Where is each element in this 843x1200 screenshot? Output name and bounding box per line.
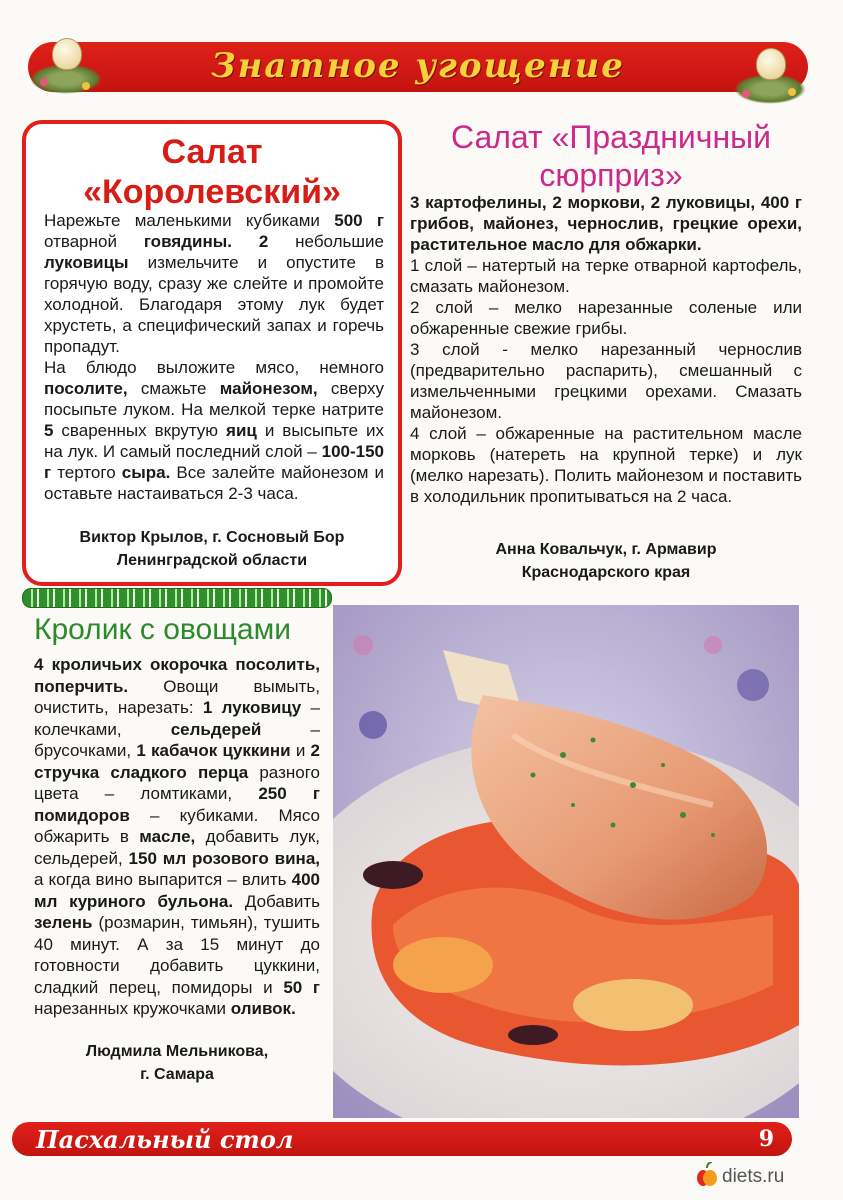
page-number: 9 [758,1126,774,1152]
recipe-text-run: Добавить [233,891,321,911]
bold-ingredient: 1 кабачок цуккини [136,741,291,760]
bold-ingredient: луковицы [44,253,129,272]
recipe-text-run: измельчите и опустите в горячую воду, сразу же слейте и промойте холодной. Благодаря этому лук будет хрустеть, а специфический запах и горечь пропадут. [44,253,384,356]
bold-ingredient: 4 кроличьих окорочка посолить, поперчить. [34,655,320,696]
bold-ingredient: 5 [44,421,54,440]
recipe-text-run: небольшие [268,232,384,251]
header-banner [28,42,808,92]
easter-egg-wreath-icon-left [30,38,102,110]
bold-ingredient: зелень [34,913,93,932]
bold-ingredient: 50 г [283,977,320,997]
recipe-holiday-step: 4 слой – обжаренные на растительном масле морковь (натереть на крупной терке) и лук (мелко нарезать). Полить майонезом и поставить в холодильник пропитываться на 2 часа. [410,424,802,506]
bold-ingredient: 150 мл розового вина, [128,848,320,868]
recipe-holiday-step: 3 слой - мелко нарезанный чернослив (предварительно распарить), смешанный с измельченными грецкими орехами. Смазать майонезом. [410,340,802,422]
recipe-royal-author-region: Ленинградской области [116,552,308,569]
bold-ingredient: 500 г [334,211,384,230]
recipe-rabbit-author-name: Людмила Мельникова, [85,1043,269,1060]
recipe-royal-salad-box [22,120,402,586]
recipe-text-run: – брусочками, [34,719,320,760]
footer-section-title: Пасхальный стол [36,1125,294,1154]
bold-ingredient: яиц [226,421,257,440]
apple-logo-icon [696,1162,718,1188]
recipe-rabbit-title: Кролик с овощами [34,613,291,646]
bold-ingredient: посолите, [44,379,128,398]
recipe-text-run: и высыпьте их на лук. И самый последний слой – [44,421,385,461]
recipe-holiday-author-name: Анна Ковальчук, г. Армавир [495,541,717,558]
recipe-royal-title [26,132,398,212]
recipe-text-run: а когда вино выпарится – влить [34,870,292,889]
recipe-holiday-text [410,192,802,507]
recipe-royal-author [26,526,398,572]
recipe-text-run: Овощи вымыть, очистить, нарезать: [34,676,320,717]
bold-ingredient: говядины. 2 [143,232,269,251]
bold-ingredient: 1 луковицу [202,698,302,717]
recipe-rabbit-author [34,1040,320,1086]
bold-ingredient: 250 г помидоров [34,784,320,825]
recipe-text-run: нарезанных кружочками [34,999,231,1018]
recipe-holiday-title [412,118,810,194]
recipe-text-run: тертого [51,463,122,482]
footer-banner [12,1122,792,1156]
recipe-text-run: разного цвета – ломтиками, [34,762,320,803]
bold-ingredient: 100-150 г [44,442,384,482]
recipe-text-run: добавить лук, сельдерей, [34,827,320,868]
bold-ingredient: сельдерей [170,719,262,739]
recipe-text-run: (розмарин, тимьян), тушить 40 минут. А за 15 минут до готовности добавить цуккини, сладкий перец, помидоры и [34,913,320,997]
recipe-text-run: На блюдо выложите мясо, немного [44,358,384,377]
recipe-royal-author-name: Виктор Крылов, г. Сосновый Бор [79,529,345,546]
recipe-text-run: – кубиками. Мясо обжарить в [34,805,320,846]
recipe-text-run: – колечками, [34,698,320,739]
green-chain-divider [22,588,332,608]
bold-ingredient: оливок. [230,999,296,1018]
recipe-royal-title-line1: Салат [161,133,263,171]
recipe-rabbit-text [34,654,320,1020]
recipe-holiday-author [410,538,802,584]
recipe-holiday-ingredients: 3 картофелины, 2 моркови, 2 луковицы, 400 г грибов, майонез, чернослив, грецкие орехи, растительное масло для обжарки. [410,193,802,254]
rabbit-dish-illustration [333,605,799,1118]
bold-ingredient: майонезом, [219,379,318,398]
recipe-holiday-step: 2 слой – мелко нарезанные соленые или обжаренные свежие грибы. [410,298,802,338]
bold-ingredient: 400 мл куриного бульона. [34,870,320,911]
bold-ingredient: сыра. [121,463,171,482]
recipe-holiday-title-line1: Салат «Праздничный [450,119,771,155]
recipe-holiday-author-region: Краснодарского края [521,564,691,581]
magazine-section-title: Знатное угощение [211,46,625,86]
recipe-text-run: Все залейте майонезом и оставьте настаиваться 2-3 часа. [44,463,384,503]
recipe-holiday-title-line2: сюрприз» [539,157,683,193]
recipe-text-run: сваренных вкрутую [53,421,227,440]
recipe-royal-text [44,210,384,504]
easter-egg-wreath-icon-right [734,48,806,120]
bold-ingredient: масле, [139,827,196,846]
watermark-site: diets.ru [722,1166,785,1187]
recipe-text-run: отварной [44,232,144,251]
recipe-text-run: Нарежьте маленькими кубиками [44,211,335,230]
recipe-holiday-step: 1 слой – натертый на терке отварной картофель, смазать майонезом. [410,256,802,296]
recipe-text-run: смажьте [127,379,220,398]
rabbit-dish-photo [333,605,799,1118]
recipe-rabbit-author-city: г. Самара [140,1066,214,1083]
recipe-royal-title-line2: «Королевский» [83,173,341,211]
recipe-text-run: сверху посыпьте луком. На мелкой терке натрите [44,379,384,419]
recipe-text-run: и [290,741,311,760]
bold-ingredient: 2 стручка сладкого перца [34,741,320,782]
